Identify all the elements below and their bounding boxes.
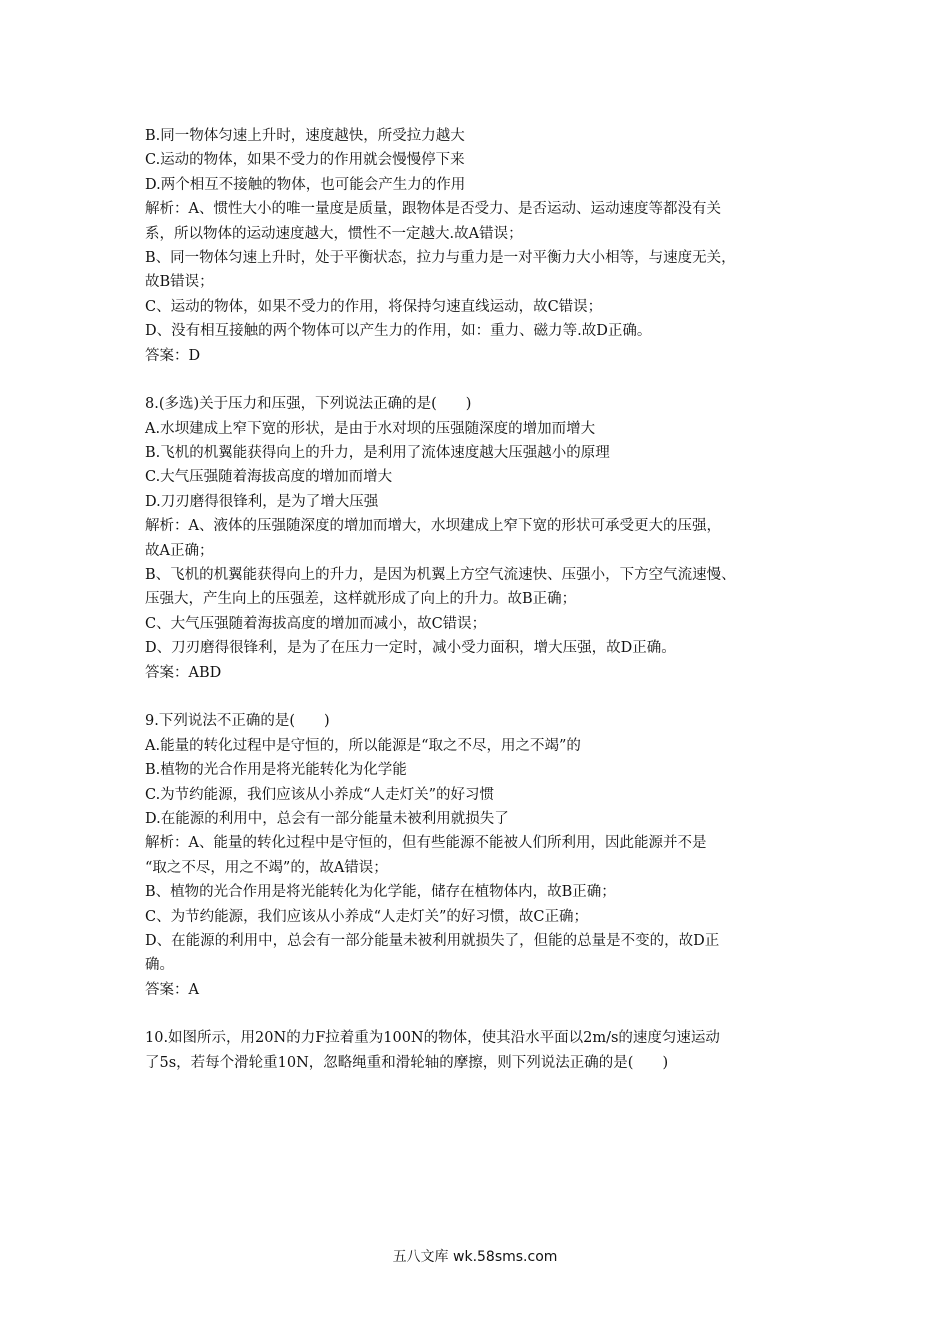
option-b: B.飞机的机翼能获得向上的升力，是利用了流体速度越大压强越小的原理: [145, 445, 610, 462]
previous-question-continuation: [145, 124, 825, 368]
analysis-line: D、刀刃磨得很锋利，是为了在压力一定时，减小受力面积，增大压强，故D正确。: [145, 640, 676, 657]
spacer: [145, 1002, 825, 1026]
answer-line: 答案：D: [145, 347, 201, 364]
question-10: [145, 1026, 825, 1075]
option-c: C.大气压强随着海拔高度的增加而增大: [145, 469, 393, 486]
spacer: [145, 685, 825, 709]
question-stem: 10.如图所示，用20N的力F拉着重为100N的物体，使其沿水平面以2m/s的速度匀速运动: [145, 1030, 720, 1047]
analysis-line: 解析：A、能量的转化过程中是守恒的，但有些能源不能被人们所利用，因此能源并不是: [145, 835, 707, 852]
option-c: C.为节约能源，我们应该从小养成“人走灯关”的好习惯: [145, 786, 495, 803]
analysis-line: 解析：A、液体的压强随深度的增加而增大，水坝建成上窄下宽的形状可承受更大的压强，: [145, 518, 721, 535]
question-stem: 9.下列说法不正确的是( ): [145, 713, 330, 730]
option-d: D.两个相互不接触的物体，也可能会产生力的作用: [145, 176, 466, 193]
analysis-line: 确。: [145, 957, 174, 974]
analysis-line: B、飞机的机翼能获得向上的升力，是因为机翼上方空气流速快、压强小，下方空气流速慢、: [145, 567, 736, 584]
analysis-line: C、为节约能源，我们应该从小养成“人走灯关”的好习惯，故C正确；: [145, 908, 589, 925]
answer-line: 答案：ABD: [145, 664, 222, 681]
option-b: B.同一物体匀速上升时，速度越快，所受拉力越大: [145, 128, 465, 144]
analysis-line: 压强大，产生向上的压强差，这样就形成了向上的升力。故B正确；: [145, 591, 577, 608]
option-d: D.刀刃磨得很锋利，是为了增大压强: [145, 493, 379, 510]
option-a: A.水坝建成上窄下宽的形状，是由于水对坝的压强随深度的增加而增大: [145, 420, 596, 437]
spacer: [145, 368, 825, 392]
question-8: [145, 392, 825, 685]
analysis-line: 解析：A、惯性大小的唯一量度是质量，跟物体是否受力、是否运动、运动速度等都没有关: [145, 201, 721, 218]
answer-line: 答案：A: [145, 981, 199, 998]
option-d: D.在能源的利用中，总会有一部分能量未被利用就损失了: [145, 810, 509, 827]
question-9: [145, 709, 825, 1002]
analysis-line: D、在能源的利用中，总会有一部分能量未被利用就损失了，但能的总量是不变的，故D正: [145, 932, 720, 949]
analysis-line: B、植物的光合作用是将光能转化为化学能，储存在植物体内，故B正确；: [145, 884, 616, 901]
analysis-line: D、没有相互接触的两个物体可以产生力的作用，如：重力、磁力等.故D正确。: [145, 323, 652, 340]
analysis-line: 故A正确；: [145, 542, 214, 559]
option-a: A.能量的转化过程中是守恒的，所以能源是“取之不尽，用之不竭”的: [145, 737, 581, 754]
option-b: B.植物的光合作用是将光能转化为化学能: [145, 762, 407, 779]
analysis-line: C、大气压强随着海拔高度的增加而减小，故C错误；: [145, 615, 487, 632]
document-body: [145, 124, 825, 1075]
option-c: C.运动的物体，如果不受力的作用就会慢慢停下来: [145, 152, 465, 169]
analysis-line: B、同一物体匀速上升时，处于平衡状态，拉力与重力是一对平衡力大小相等，与速度无关，: [145, 249, 736, 266]
analysis-line: “取之不尽，用之不竭”的，故A错误；: [145, 859, 388, 876]
question-stem: 8.(多选)关于压力和压强，下列说法正确的是( ): [145, 396, 472, 413]
analysis-line: 系，所以物体的运动速度越大，惯性不一定越大.故A错误；: [145, 225, 523, 242]
page-footer: 五八文库 wk.58sms.com: [392, 1249, 558, 1265]
analysis-line: 故B错误；: [145, 274, 214, 291]
question-stem: 了5s，若每个滑轮重10N，忽略绳重和滑轮轴的摩擦，则下列说法正确的是( ): [145, 1054, 669, 1071]
analysis-line: C、运动的物体，如果不受力的作用，将保持匀速直线运动，故C错误；: [145, 298, 603, 315]
